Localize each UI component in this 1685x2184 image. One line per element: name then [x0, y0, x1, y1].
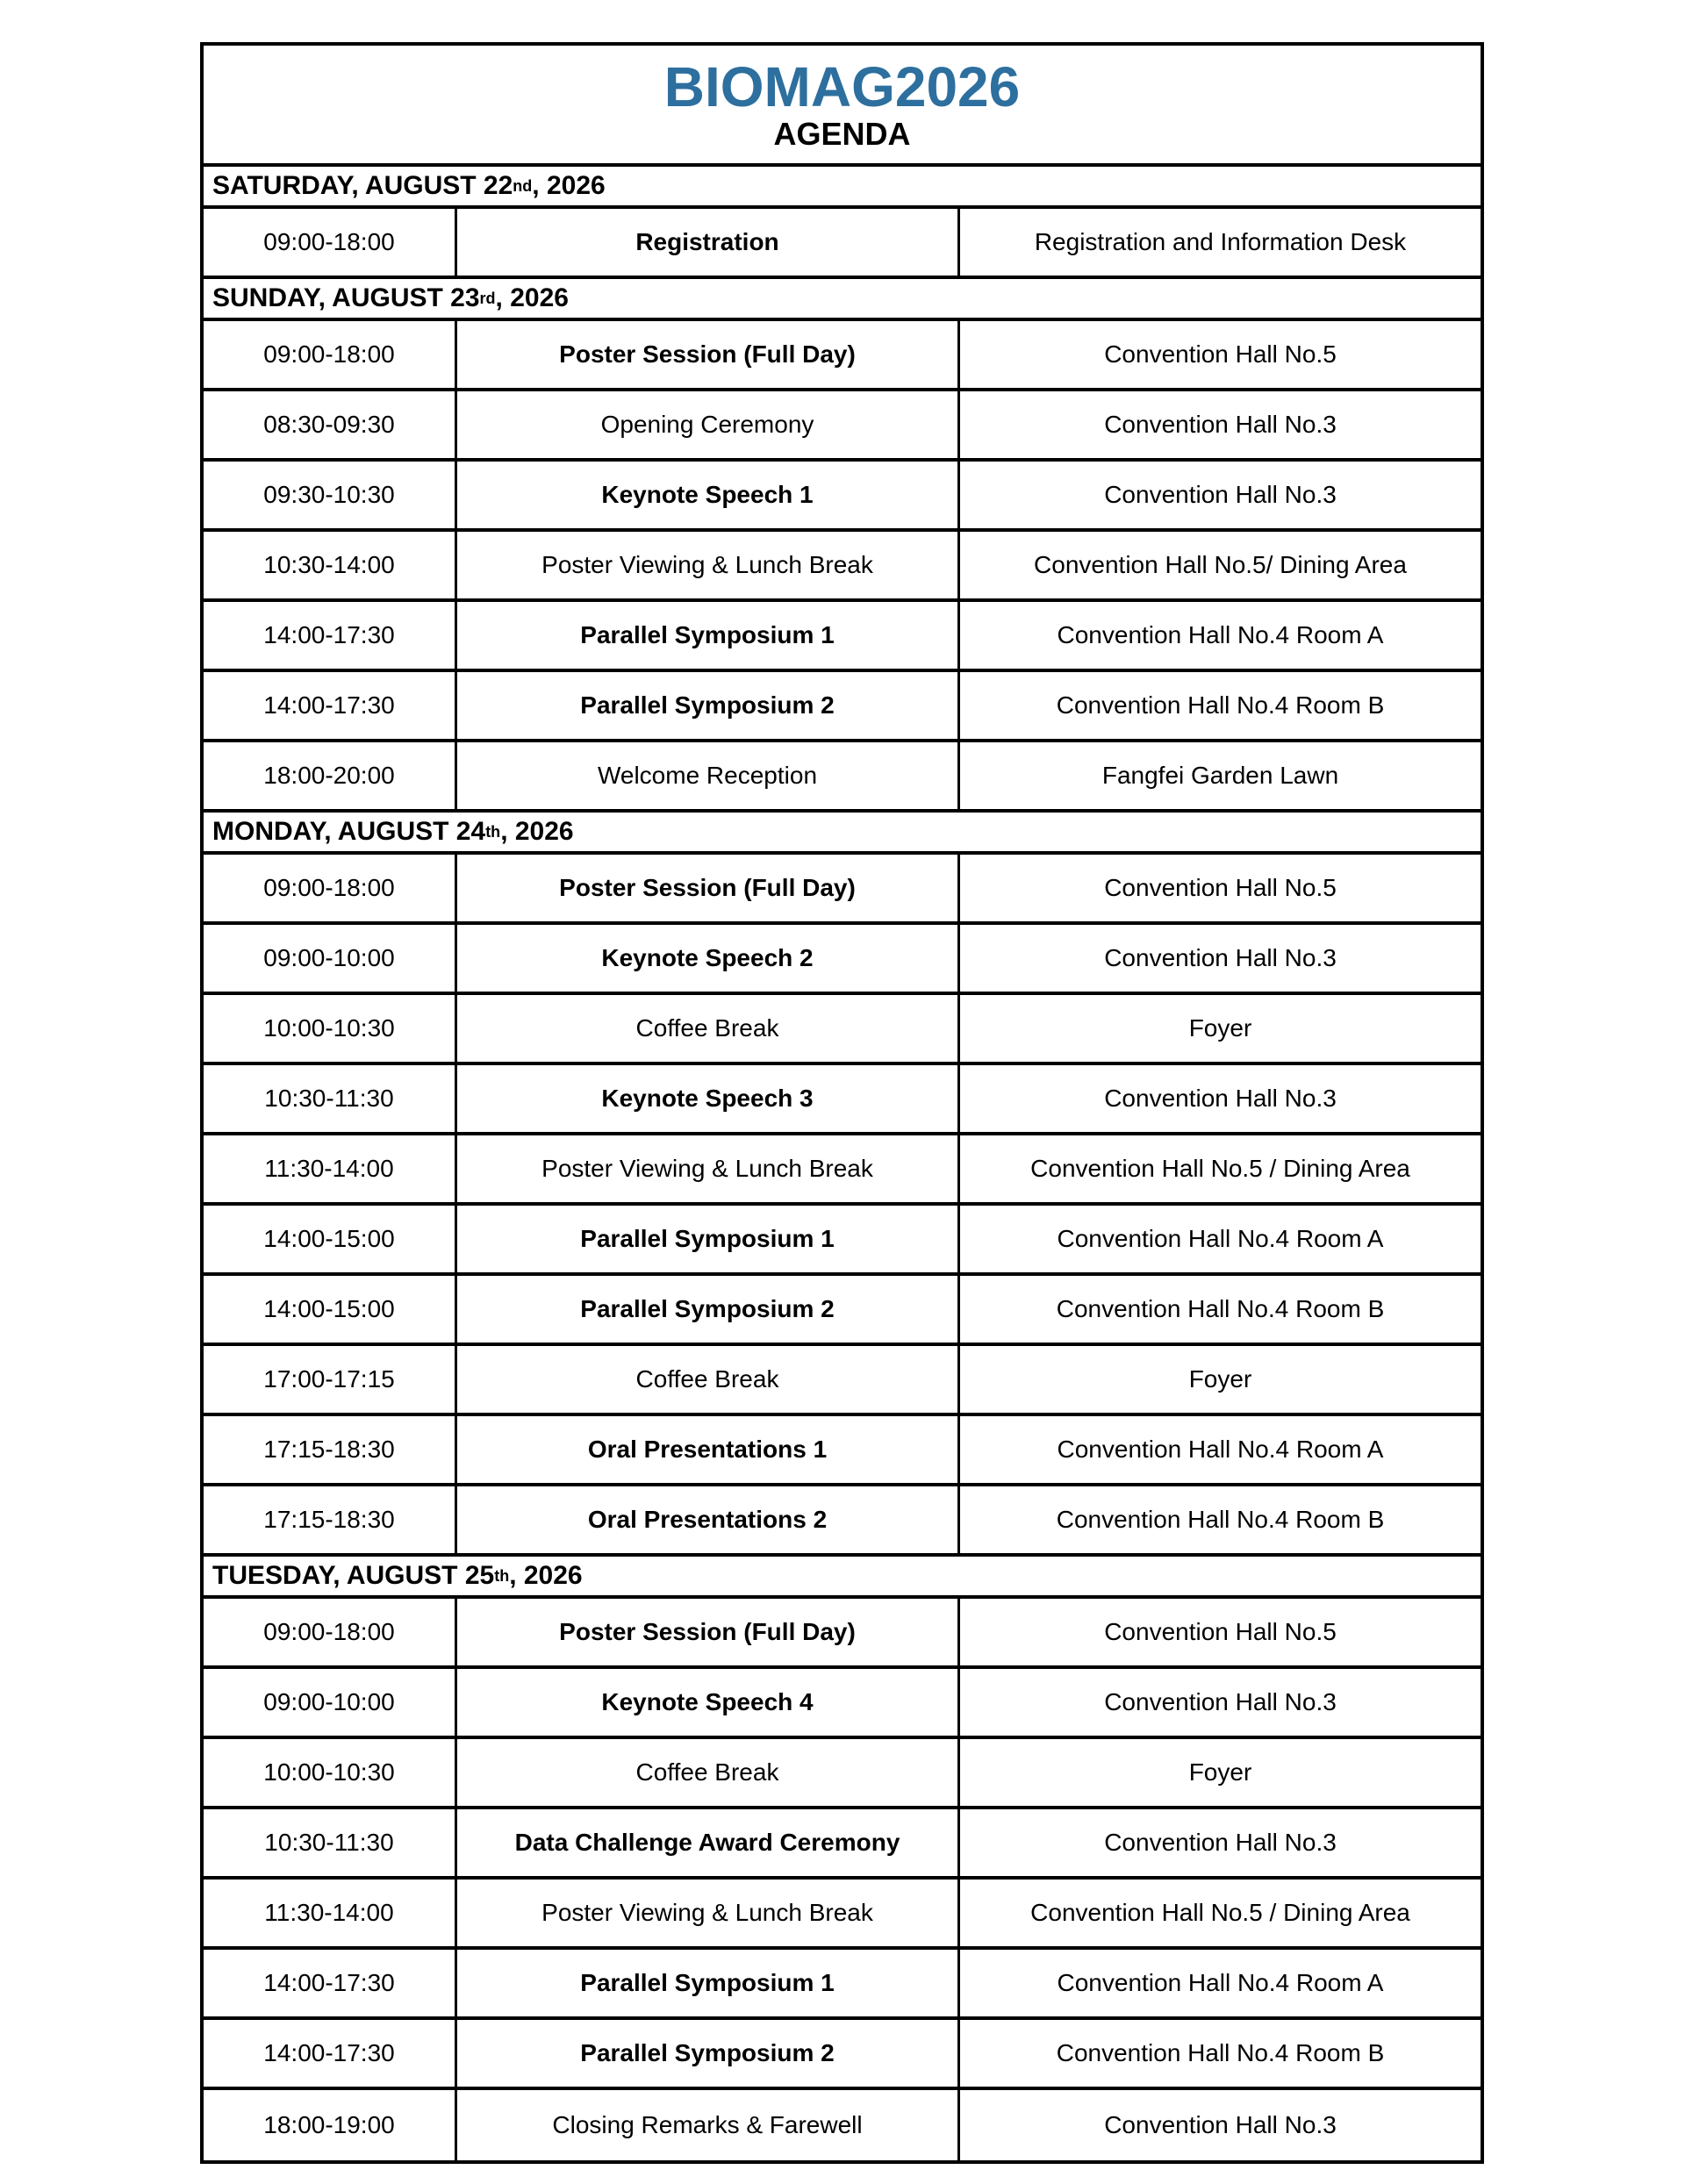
event-cell: Parallel Symposium 1 — [455, 602, 960, 669]
event-cell: Coffee Break — [455, 1346, 960, 1413]
event-cell: Coffee Break — [455, 995, 960, 1062]
table-row — [204, 1669, 1481, 1739]
event-cell: Closing Remarks & Farewell — [455, 2090, 960, 2160]
day-header-year: , 2026 — [532, 171, 606, 200]
table-row — [204, 1346, 1481, 1416]
event-cell: Parallel Symposium 2 — [455, 2020, 960, 2087]
location-cell: Convention Hall No.5/ Dining Area — [1034, 551, 1407, 578]
event-cell: Registration — [455, 209, 960, 276]
time-cell: 10:30-11:30 — [264, 1829, 394, 1856]
table-row — [204, 1739, 1481, 1809]
location-cell: Convention Hall No.4 Room A — [1057, 621, 1384, 648]
agenda-subtitle: AGENDA — [773, 115, 911, 152]
table-row — [204, 462, 1481, 532]
day-header-year: , 2026 — [509, 1561, 583, 1590]
location-cell: Convention Hall No.3 — [1104, 944, 1337, 971]
event-cell: Oral Presentations 2 — [455, 1486, 960, 1553]
table-row — [204, 1809, 1481, 1880]
day-header-text: TUESDAY, AUGUST 25 — [212, 1561, 495, 1590]
table-row — [204, 2020, 1481, 2090]
time-cell: 09:00-18:00 — [263, 1618, 395, 1645]
time-cell: 09:00-18:00 — [263, 874, 395, 901]
location-cell: Convention Hall No.4 Room A — [1057, 1225, 1384, 1252]
conference-title: BIOMAG2026 — [663, 54, 1021, 118]
time-cell: 18:00-20:00 — [263, 762, 395, 789]
event-cell: Keynote Speech 2 — [455, 925, 960, 992]
location-cell: Registration and Information Desk — [1034, 228, 1407, 255]
location-cell: Convention Hall No.4 Room B — [1056, 1295, 1385, 1322]
event-cell: Poster Session (Full Day) — [455, 855, 960, 921]
table-row — [204, 1599, 1481, 1669]
day-header: MONDAY, AUGUST 24 th , 2026 — [204, 813, 1481, 855]
day-header: SUNDAY, AUGUST 23 rd , 2026 — [204, 279, 1481, 321]
location-cell: Convention Hall No.4 Room B — [1056, 1506, 1385, 1533]
time-cell: 18:00-19:00 — [263, 2111, 395, 2138]
location-cell: Foyer — [1188, 1365, 1252, 1393]
table-row — [204, 1486, 1481, 1557]
table-row — [204, 1206, 1481, 1276]
time-cell: 10:00-10:30 — [263, 1758, 395, 1786]
time-cell: 14:00-15:00 — [263, 1225, 395, 1252]
day-header-year: , 2026 — [500, 817, 574, 846]
event-cell: Keynote Speech 3 — [455, 1065, 960, 1132]
event-cell: Poster Session (Full Day) — [455, 321, 960, 388]
time-cell: 17:00-17:15 — [263, 1365, 395, 1393]
table-row — [204, 209, 1481, 279]
table-row — [204, 532, 1481, 602]
location-cell: Convention Hall No.5 — [1104, 874, 1337, 901]
location-cell: Fangfei Garden Lawn — [1101, 762, 1339, 789]
time-cell: 09:00-18:00 — [263, 340, 395, 368]
table-row — [204, 855, 1481, 925]
location-cell: Convention Hall No.5 / Dining Area — [1030, 1155, 1410, 1182]
event-cell: Coffee Break — [455, 1739, 960, 1806]
location-cell: Convention Hall No.3 — [1104, 1688, 1337, 1715]
time-cell: 14:00-17:30 — [263, 621, 395, 648]
day-header-text: SUNDAY, AUGUST 23 — [212, 283, 480, 312]
day-header: TUESDAY, AUGUST 25 th , 2026 — [204, 1557, 1481, 1599]
location-cell: Convention Hall No.4 Room B — [1056, 2039, 1385, 2066]
time-cell: 10:30-14:00 — [263, 551, 395, 578]
event-cell: Keynote Speech 1 — [455, 462, 960, 528]
table-row — [204, 1065, 1481, 1135]
agenda-table-body — [204, 167, 1481, 2160]
time-cell: 09:00-10:00 — [263, 944, 395, 971]
event-cell: Parallel Symposium 2 — [455, 672, 960, 739]
table-row — [204, 925, 1481, 995]
time-cell: 17:15-18:30 — [263, 1436, 395, 1463]
time-cell: 09:00-18:00 — [263, 228, 395, 255]
event-cell: Parallel Symposium 1 — [455, 1950, 960, 2016]
location-cell: Convention Hall No.4 Room A — [1057, 1969, 1384, 1996]
table-row — [204, 2090, 1481, 2160]
location-cell: Convention Hall No.3 — [1104, 411, 1337, 438]
location-cell: Convention Hall No.3 — [1104, 1085, 1337, 1112]
event-cell: Parallel Symposium 2 — [455, 1276, 960, 1343]
time-cell: 14:00-17:30 — [263, 1969, 395, 1996]
day-header-text: SATURDAY, AUGUST 22 — [212, 171, 513, 200]
time-cell: 10:00-10:30 — [263, 1014, 395, 1042]
table-row — [204, 672, 1481, 742]
table-row — [204, 391, 1481, 462]
table-row — [204, 321, 1481, 391]
agenda-table — [200, 42, 1484, 2164]
time-cell: 14:00-17:30 — [263, 691, 395, 719]
event-cell: Data Challenge Award Ceremony — [455, 1809, 960, 1876]
location-cell: Convention Hall No.5 — [1104, 1618, 1337, 1645]
time-cell: 14:00-15:00 — [263, 1295, 395, 1322]
location-cell: Foyer — [1188, 1758, 1252, 1786]
location-cell: Convention Hall No.3 — [1104, 2111, 1337, 2138]
day-header-text: MONDAY, AUGUST 24 — [212, 817, 486, 846]
location-cell: Convention Hall No.5 — [1104, 340, 1337, 368]
table-row — [204, 602, 1481, 672]
time-cell: 14:00-17:30 — [263, 2039, 395, 2066]
table-row — [204, 1416, 1481, 1486]
location-cell: Convention Hall No.4 Room A — [1057, 1436, 1384, 1463]
time-cell: 11:30-14:00 — [264, 1899, 394, 1926]
event-cell: Poster Viewing & Lunch Break — [455, 532, 960, 598]
time-cell: 08:30-09:30 — [263, 411, 395, 438]
location-cell: Convention Hall No.5 / Dining Area — [1030, 1899, 1410, 1926]
event-cell: Parallel Symposium 1 — [455, 1206, 960, 1272]
event-cell: Welcome Reception — [455, 742, 960, 809]
location-cell: Convention Hall No.3 — [1104, 1829, 1337, 1856]
event-cell: Poster Session (Full Day) — [455, 1599, 960, 1665]
table-row — [204, 995, 1481, 1065]
event-cell: Oral Presentations 1 — [455, 1416, 960, 1483]
day-header: SATURDAY, AUGUST 22 nd , 2026 — [204, 167, 1481, 209]
event-cell: Poster Viewing & Lunch Break — [455, 1135, 960, 1202]
time-cell: 11:30-14:00 — [264, 1155, 394, 1182]
table-row — [204, 1950, 1481, 2020]
time-cell: 09:30-10:30 — [263, 481, 395, 508]
time-cell: 17:15-18:30 — [263, 1506, 395, 1533]
location-cell: Convention Hall No.3 — [1104, 481, 1337, 508]
table-row — [204, 1135, 1481, 1206]
event-cell: Opening Ceremony — [455, 391, 960, 458]
table-row — [204, 1880, 1481, 1950]
title-cell — [204, 46, 1481, 167]
location-cell: Foyer — [1188, 1014, 1252, 1042]
location-cell: Convention Hall No.4 Room B — [1056, 691, 1385, 719]
time-cell: 09:00-10:00 — [263, 1688, 395, 1715]
time-cell: 10:30-11:30 — [264, 1085, 394, 1112]
table-row — [204, 742, 1481, 813]
event-cell: Poster Viewing & Lunch Break — [455, 1880, 960, 1946]
table-row — [204, 1276, 1481, 1346]
day-header-year: , 2026 — [495, 283, 569, 312]
event-cell: Keynote Speech 4 — [455, 1669, 960, 1736]
